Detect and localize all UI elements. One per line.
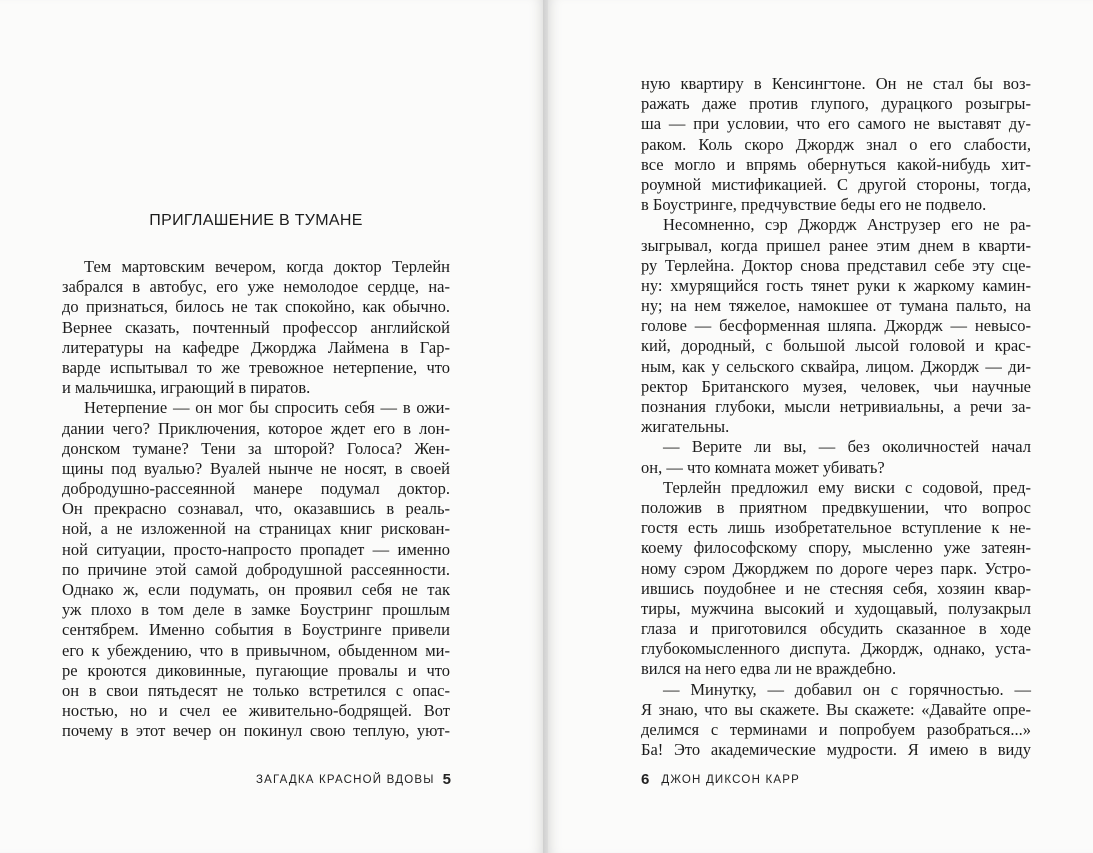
text-line: познания глубоки, мысли нетривиальны, а речи за- xyxy=(641,397,1031,416)
right-page xyxy=(548,0,1093,853)
text-line: ной ситуации, просто-напросто пропадет — именно xyxy=(62,539,450,559)
text-line: зыгрывал, когда пришел ранее этим днем в кварти- xyxy=(641,235,1031,255)
text-line: Ба! Это академические мудрости. Я имею в виду xyxy=(641,740,1031,760)
text-line: все могло и впрямь обернуться какой-нибудь хит- xyxy=(641,154,1031,174)
text-line: он, — что комната может убивать? xyxy=(641,457,885,477)
text-line: Несомненно, сэр Джордж Анструзер его не ра- xyxy=(663,215,1031,235)
text-line: варде испытывал то же тревожное нетерпение, что xyxy=(62,357,450,377)
text-line: донском тумане? Тени за шторой? Голоса? Жен- xyxy=(62,438,450,458)
text-line: уж плохо в том деле в замке Боустринг прошлым xyxy=(62,600,450,620)
left-page xyxy=(0,0,543,853)
text-line: ша — при условии, что его самого не выставят ду- xyxy=(641,114,1031,134)
left-page-text xyxy=(62,257,450,742)
text-line: кий, дородный, с большой лысой головой и крас- xyxy=(641,336,1031,356)
text-line: Терлейн предложил ему виски с содовой, пред- xyxy=(663,477,1031,497)
text-line: ну; на нем тяжелое, намокшее от тумана пальто, на xyxy=(641,296,1031,316)
text-line: Я знаю, что вы скажете. Вы скажете: «Давайте опре- xyxy=(641,699,1031,719)
text-line: в Боустринге, предчувствие беды его не подвело. xyxy=(641,195,987,215)
text-line: и мальчишка, играющий в пиратов. xyxy=(62,378,311,398)
text-line: Тем мартовским вечером, когда доктор Терлейн xyxy=(84,257,450,276)
text-line: почему в этот вечер он покинул свою теплую, уют- xyxy=(62,721,450,741)
text-line: ну: хмурящийся гость тянет руки к жаркому камин- xyxy=(641,275,1031,295)
chapter-title: ПРИГЛАШЕНИЕ В ТУМАНЕ xyxy=(149,212,363,229)
text-line: ректор Британского музея, человек, чьи научные xyxy=(641,376,1031,396)
text-line: до признаться, билось не так спокойно, как обычно. xyxy=(62,297,450,317)
text-line: гостя есть лишь изобретательное вступление к не- xyxy=(641,518,1031,538)
text-line: — Минутку, — добавил он с горячностью. — xyxy=(663,679,1031,699)
left-page-footer xyxy=(256,771,451,788)
text-line: сентябрем. Именно события в Боустринге привели xyxy=(62,620,450,640)
text-line: Он прекрасно сознавал, что, оказавшись в реаль- xyxy=(62,499,450,519)
text-line: тиры, мужчина высокий и худощавый, полузакрыл xyxy=(641,598,1031,618)
text-line: забрался в автобус, его уже немолодое сердце, на- xyxy=(62,277,450,297)
text-line: ившись поудобнее и не стесняя себя, хозяин квар- xyxy=(641,578,1031,598)
text-line: ной, а не изложенной на страницах книг рискован- xyxy=(62,519,450,539)
text-line: ностью, но и счел ее живительно-бодрящей. Вот xyxy=(62,701,450,721)
text-line: ным, как у сельского сквайра, лицом. Джордж — ди- xyxy=(641,356,1031,376)
text-line: ному сэром Джорджем по дороге через парк. Устро- xyxy=(641,558,1031,578)
text-line: он в свои пятьдесят не только встретился с опас- xyxy=(62,680,450,700)
text-line: Вернее сказать, почтенный профессор английской xyxy=(62,317,450,337)
text-line: Однако ж, если подумать, он проявил себя не так xyxy=(62,580,450,599)
text-line: дании чего? Приключения, которое ждет его в лон- xyxy=(62,418,450,438)
text-line: жигательны. xyxy=(641,417,730,437)
text-line: раком. Коль скоро Джордж знал о его слабости, xyxy=(641,134,1031,154)
text-line: ную квартиру в Кенсингтоне. Он не стал бы воз- xyxy=(641,74,1031,93)
text-line: его к убеждению, что в привычном, обыденном ми- xyxy=(62,640,450,660)
text-line: голове — бесформенная шляпа. Джордж — невысо- xyxy=(641,316,1031,336)
text-line: щины под вуалью? Вуалей нынче не носят, в своей xyxy=(62,458,450,478)
running-title: ЗАГАДКА КРАСНОЙ ВДОВЫ xyxy=(255,774,435,786)
text-line: делимся с терминами и попробуем разобраться...» xyxy=(641,720,1031,739)
text-line: ражать даже против глупого, дурацкого розыгры- xyxy=(641,94,1031,114)
text-line: по причине этой самой добродушной рассеянности. xyxy=(62,559,450,579)
text-line: ру Терлейна. Доктор снова представил себе эту сце- xyxy=(641,255,1031,275)
text-line: вился на него едва ли не враждебно. xyxy=(641,659,897,679)
text-line: глубокомысленного диспута. Джордж, однако, уста- xyxy=(641,639,1031,659)
text-line: глаза и приготовился обсудить сказанное в ходе xyxy=(641,619,1031,639)
right-page-text xyxy=(641,74,1031,760)
right-page-footer xyxy=(641,771,800,788)
running-title: ДЖОН ДИКСОН КАРР xyxy=(661,774,800,786)
text-line: коему философскому спору, мысленно уже затеян- xyxy=(641,538,1031,558)
page-number: 6 xyxy=(641,771,650,788)
text-line: добродушно-рассеянной манере подумал доктор. xyxy=(62,479,450,499)
text-line: литературы на кафедре Джорджа Лаймена в Гар- xyxy=(62,337,450,357)
text-line: ре кроются диковинные, пугающие провалы и что xyxy=(62,660,450,680)
text-line: — Верите ли вы, — без околичностей начал xyxy=(663,437,1031,457)
page-number: 5 xyxy=(442,771,451,788)
text-line: роумной мистификацией. С другой стороны, тогда, xyxy=(641,174,1031,194)
text-line: положив в приятном предвкушении, что вопрос xyxy=(641,497,1031,517)
text-line: Нетерпение — он мог бы спросить себя — в ожи- xyxy=(84,398,450,418)
